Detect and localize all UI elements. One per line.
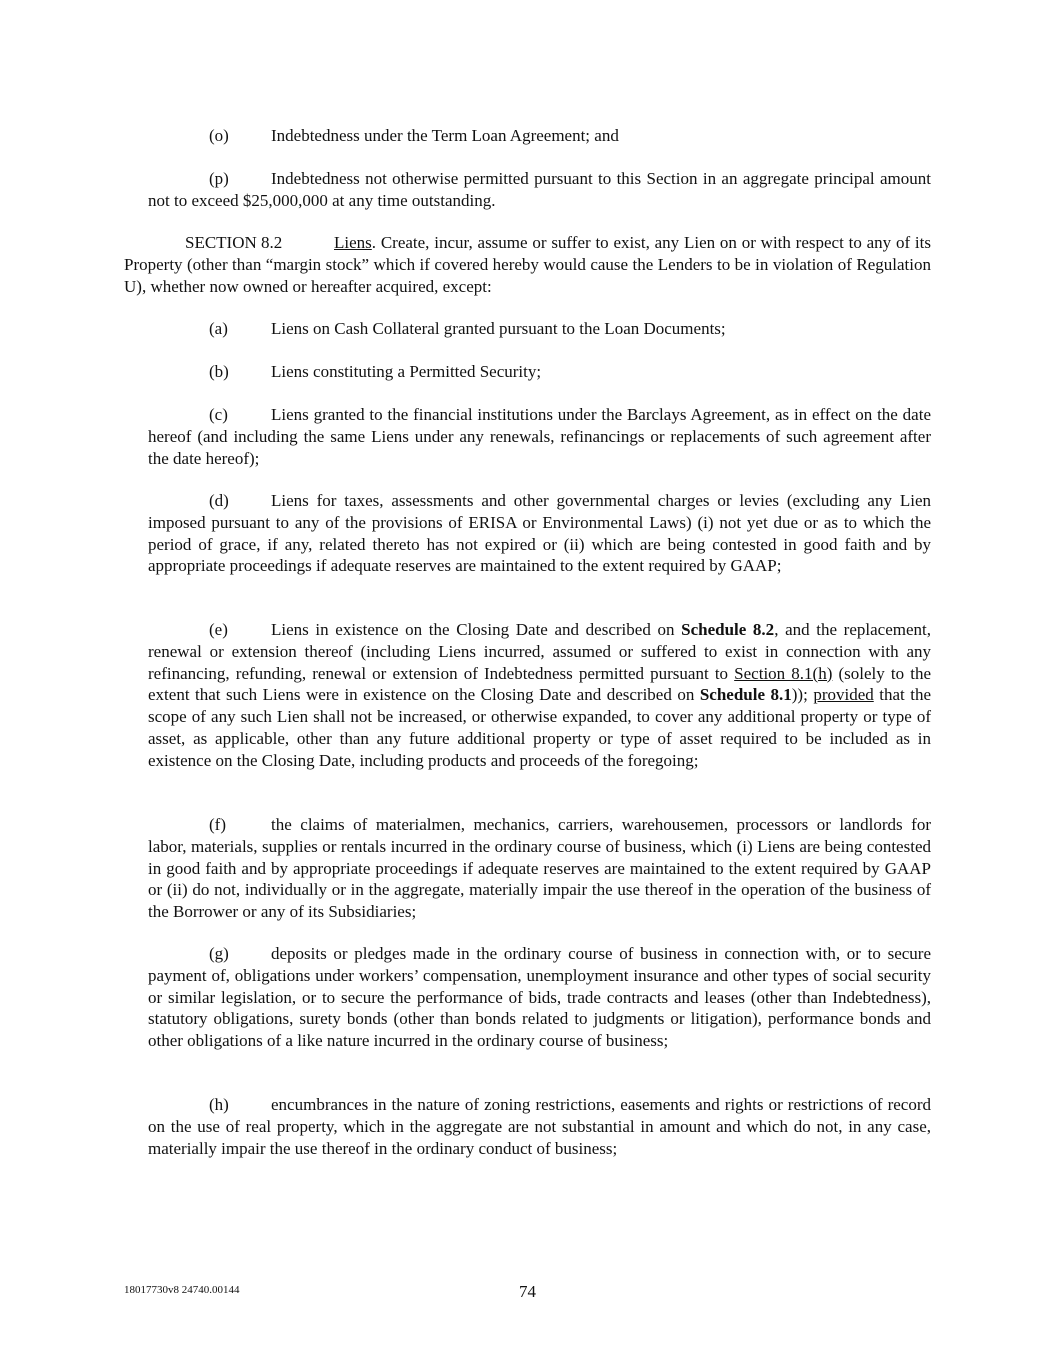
clause-label: (a) <box>209 319 228 338</box>
clause-text: Liens in existence on the Closing Date and described on <box>271 620 682 639</box>
clause-text: Liens for taxes, assessments and other governmental charges or levies (excluding any Lien imposed pursuant to any of the provisions of ERISA or Environmental Laws) (i) not yet due or as to which the period of grace, if any, related thereto has not expired or (ii) which are being contested in good faith and by appropriate proceedings if adequate reserves are maintained to the extent required by GAAP; <box>148 491 931 576</box>
section-text: . Create, incur, assume or suffer to exist, any Lien on or with respect to any of its Property (other than “margin stock” which if covered hereby would cause the Lenders to be in violation of Regulation U), whether now owned or hereafter acquired, except: <box>124 233 931 296</box>
clause-text: that the scope of any such Lien shall not be increased, or otherwise expanded, to cover any additional property or type of asset, as applicable, other than any future additional property or type of asset required to be included as in existence on the Closing Date, including products and proceeds of the foregoing; <box>148 685 931 770</box>
clause-o <box>148 125 931 147</box>
page-number: 74 <box>519 1282 536 1301</box>
clause-text: deposits or pledges made in the ordinary course of business in connection with, or to secure payment of, obligations under workers’ compensation, unemployment insurance and other types of social security or similar legislation, or to secure the performance of bids, trade contracts and leases (other than Indebtedness), statutory obligations, surety bonds (other than bonds related to judgments or litigation), performance bonds and other obligations of a like nature incurred in the ordinary course of business; <box>148 944 931 1051</box>
clause-label: (h) <box>209 1095 229 1114</box>
schedule-ref: Schedule 8.1 <box>699 685 792 705</box>
clause-text: )); <box>791 685 814 705</box>
clause-text: Liens on Cash Collateral granted pursuant to the Loan Documents; <box>271 319 726 338</box>
clause-label: (c) <box>209 405 228 424</box>
clause-text: Indebtedness not otherwise permitted pursuant to this Section in an aggregate principal amount not to exceed $25,000,000 at any time outstanding. <box>148 169 931 210</box>
clause-label: (o) <box>209 126 229 145</box>
clause-label: (d) <box>209 491 229 510</box>
section-number: SECTION 8.2 <box>185 233 283 252</box>
clause-label: (b) <box>209 362 229 381</box>
lien-e <box>148 619 931 772</box>
clause-text: Indebtedness under the Term Loan Agreement; and <box>271 126 619 145</box>
section-ref-link: Section 8.1(h) <box>734 663 833 683</box>
lien-f <box>148 814 931 923</box>
clause-label: (p) <box>209 169 229 188</box>
lien-c <box>148 404 931 469</box>
lien-b <box>148 361 931 383</box>
clause-label: (e) <box>209 620 228 639</box>
clause-text: the claims of materialmen, mechanics, carriers, warehousemen, processors or landlords for labor, materials, supplies or rentals incurred in the ordinary course of business, which (i) Liens are being contested in good faith and by appropriate proceedings if adequate reserves are maintained to the extent required by GAAP or (ii) do not, individually or in the aggregate, materially impair the use thereof in the operation of the business of the Borrower or any of its Subsidiaries; <box>148 815 931 922</box>
lien-h <box>148 1094 931 1159</box>
clause-label: (f) <box>209 815 226 834</box>
section-8-2 <box>124 232 931 297</box>
lien-d <box>148 490 931 577</box>
section-title: Liens <box>334 233 372 252</box>
clause-text: encumbrances in the nature of zoning restrictions, easements and rights or restrictions of record on the use of real property, which in the aggregate are not substantial in amount and which do not, in any case, materially impair the use thereof in the ordinary conduct of business; <box>148 1095 931 1158</box>
clause-label: (g) <box>209 944 229 963</box>
lien-g <box>148 943 931 1052</box>
clause-text: Liens constituting a Permitted Security; <box>271 362 542 381</box>
document-id: 18017730v8 24740.00144 <box>124 1284 240 1296</box>
schedule-ref: Schedule 8.2 <box>681 620 775 639</box>
clause-text: (solely to the extent that such Liens were in existence on the Closing Date and described on <box>148 663 931 705</box>
clause-p <box>148 168 931 212</box>
clause-text: , and the replacement, renewal or extension thereof (including Liens incurred, assumed or suffered to exist in connection with any refinancing, refunding, renewal or extension of Indebtedness permitted pursuant to <box>148 620 931 683</box>
lien-a <box>148 318 931 340</box>
provided-term: provided <box>813 685 874 705</box>
clause-text: Liens granted to the financial institutions under the Barclays Agreement, as in effect on the date hereof (and including the same Liens under any renewals, refinancings or replacements of such agreement after the date hereof); <box>148 405 931 468</box>
